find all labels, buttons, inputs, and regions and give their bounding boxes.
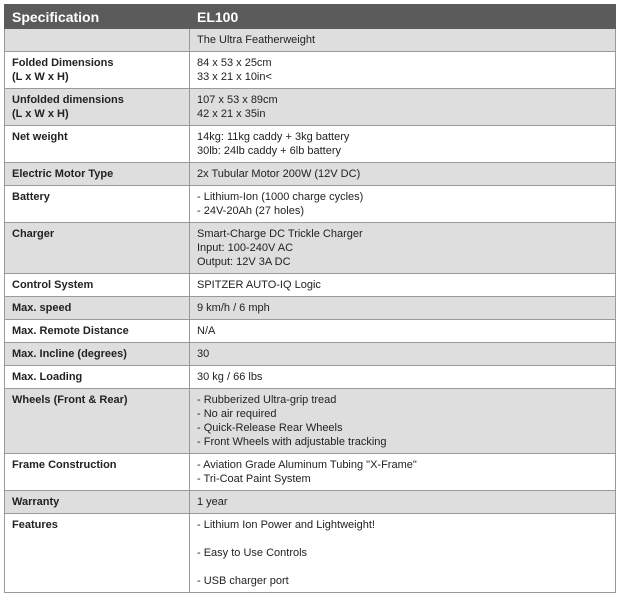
- spec-value-line: - Tri-Coat Paint System: [197, 473, 311, 485]
- table-row: [5, 514, 616, 593]
- spec-label: Features: [12, 519, 58, 531]
- spec-value-cell: [190, 491, 616, 514]
- spec-value-line: - 24V-20Ah (27 holes): [197, 205, 305, 217]
- spec-value-line: The Ultra Featherweight: [197, 34, 315, 46]
- table-row: [5, 389, 616, 454]
- table-row: [5, 186, 616, 223]
- spec-label-cell: [5, 89, 190, 126]
- spec-value-line: 9 km/h / 6 mph: [197, 302, 270, 314]
- spec-label-cell: [5, 126, 190, 163]
- spec-value-line: [197, 532, 609, 546]
- spec-value-line: 33 x 21 x 10in<: [197, 71, 272, 83]
- spec-label-cell: [5, 389, 190, 454]
- spec-value-cell: [190, 297, 616, 320]
- spec-label-cell: [5, 163, 190, 186]
- spec-value-cell: [190, 514, 616, 593]
- spec-value-line: - Lithium-Ion (1000 charge cycles): [197, 191, 364, 203]
- header-row: [5, 5, 616, 29]
- spec-label-cell: [5, 366, 190, 389]
- spec-label: Electric Motor Type: [12, 168, 114, 180]
- spec-label-cell: [5, 297, 190, 320]
- header-model: EL100: [190, 5, 616, 29]
- table-row: [5, 454, 616, 491]
- spec-label: Control System: [12, 279, 94, 291]
- spec-label: Max. Remote Distance: [12, 325, 129, 337]
- spec-value-line: Output: 12V 3A DC: [197, 256, 291, 268]
- table-row: [5, 89, 616, 126]
- spec-value-line: - Front Wheels with adjustable tracking: [197, 436, 387, 448]
- spec-value-line: 84 x 53 x 25cm: [197, 57, 272, 69]
- spec-value-line: N/A: [197, 325, 216, 337]
- table-row: [5, 274, 616, 297]
- spec-value-cell: [190, 274, 616, 297]
- table-row: [5, 52, 616, 89]
- spec-value-cell: [190, 163, 616, 186]
- spec-value-cell: [190, 223, 616, 274]
- spec-value-cell: [190, 52, 616, 89]
- table-row: [5, 343, 616, 366]
- table-body: [5, 29, 616, 593]
- spec-value-cell: [190, 343, 616, 366]
- spec-value-cell: [190, 454, 616, 491]
- spec-value-line: - Easy to Use Controls: [197, 547, 308, 559]
- spec-value-line: 30lb: 24lb caddy + 6lb battery: [197, 145, 342, 157]
- spec-label: Max. Loading: [12, 371, 83, 383]
- spec-label: [12, 33, 183, 47]
- spec-label: Max. Incline (degrees): [12, 348, 127, 360]
- spec-label: Frame Construction: [12, 459, 117, 471]
- table-row: [5, 320, 616, 343]
- spec-label: Battery: [12, 191, 50, 203]
- spec-label: (L x W x H): [12, 71, 69, 83]
- spec-label: Max. speed: [12, 302, 72, 314]
- spec-label: (L x W x H): [12, 108, 69, 120]
- spec-label: Folded Dimensions: [12, 57, 114, 69]
- spec-value-cell: [190, 186, 616, 223]
- spec-value-line: Smart-Charge DC Trickle Charger: [197, 228, 363, 240]
- specification-table: [4, 4, 616, 593]
- table-row: [5, 366, 616, 389]
- spec-value-cell: [190, 126, 616, 163]
- spec-value-line: [197, 560, 609, 574]
- spec-value-cell: [190, 389, 616, 454]
- spec-label-cell: [5, 29, 190, 52]
- table-row: [5, 163, 616, 186]
- spec-value-line: 107 x 53 x 89cm: [197, 94, 278, 106]
- table-row: [5, 223, 616, 274]
- table-row: [5, 126, 616, 163]
- spec-label-cell: [5, 274, 190, 297]
- spec-value-line: - Lithium Ion Power and Lightweight!: [197, 519, 375, 531]
- spec-value-cell: [190, 320, 616, 343]
- spec-value-line: 30: [197, 348, 210, 360]
- spec-label: Wheels (Front & Rear): [12, 394, 128, 406]
- spec-label-cell: [5, 454, 190, 491]
- spec-value-line: - Quick-Release Rear Wheels: [197, 422, 343, 434]
- spec-label-cell: [5, 514, 190, 593]
- spec-label-cell: [5, 343, 190, 366]
- spec-value-line: - Rubberized Ultra-grip tread: [197, 394, 337, 406]
- spec-label-cell: [5, 186, 190, 223]
- spec-value-line: - USB charger port: [197, 575, 289, 587]
- spec-value-cell: [190, 29, 616, 52]
- table-row: [5, 297, 616, 320]
- spec-label: Net weight: [12, 131, 68, 143]
- table-row: [5, 491, 616, 514]
- table-header: [5, 5, 616, 29]
- spec-label: Unfolded dimensions: [12, 94, 124, 106]
- spec-value-line: 1 year: [197, 496, 228, 508]
- spec-label-cell: [5, 52, 190, 89]
- spec-value-line: - No air required: [197, 408, 277, 420]
- spec-value-line: Input: 100-240V AC: [197, 242, 294, 254]
- table-row: [5, 29, 616, 52]
- spec-value-line: 42 x 21 x 35in: [197, 108, 266, 120]
- spec-value-line: 30 kg / 66 lbs: [197, 371, 263, 383]
- spec-label-cell: [5, 491, 190, 514]
- spec-value-line: 14kg: 11kg caddy + 3kg battery: [197, 131, 350, 143]
- spec-value-cell: [190, 89, 616, 126]
- header-specification: Specification: [5, 5, 190, 29]
- spec-label: Warranty: [12, 496, 60, 508]
- spec-label-cell: [5, 223, 190, 274]
- spec-label-cell: [5, 320, 190, 343]
- spec-value-line: - Aviation Grade Aluminum Tubing "X-Frame": [197, 459, 417, 471]
- spec-value-line: 2x Tubular Motor 200W (12V DC): [197, 168, 361, 180]
- spec-value-line: SPITZER AUTO-IQ Logic: [197, 279, 321, 291]
- spec-label: Charger: [12, 228, 55, 240]
- spec-value-cell: [190, 366, 616, 389]
